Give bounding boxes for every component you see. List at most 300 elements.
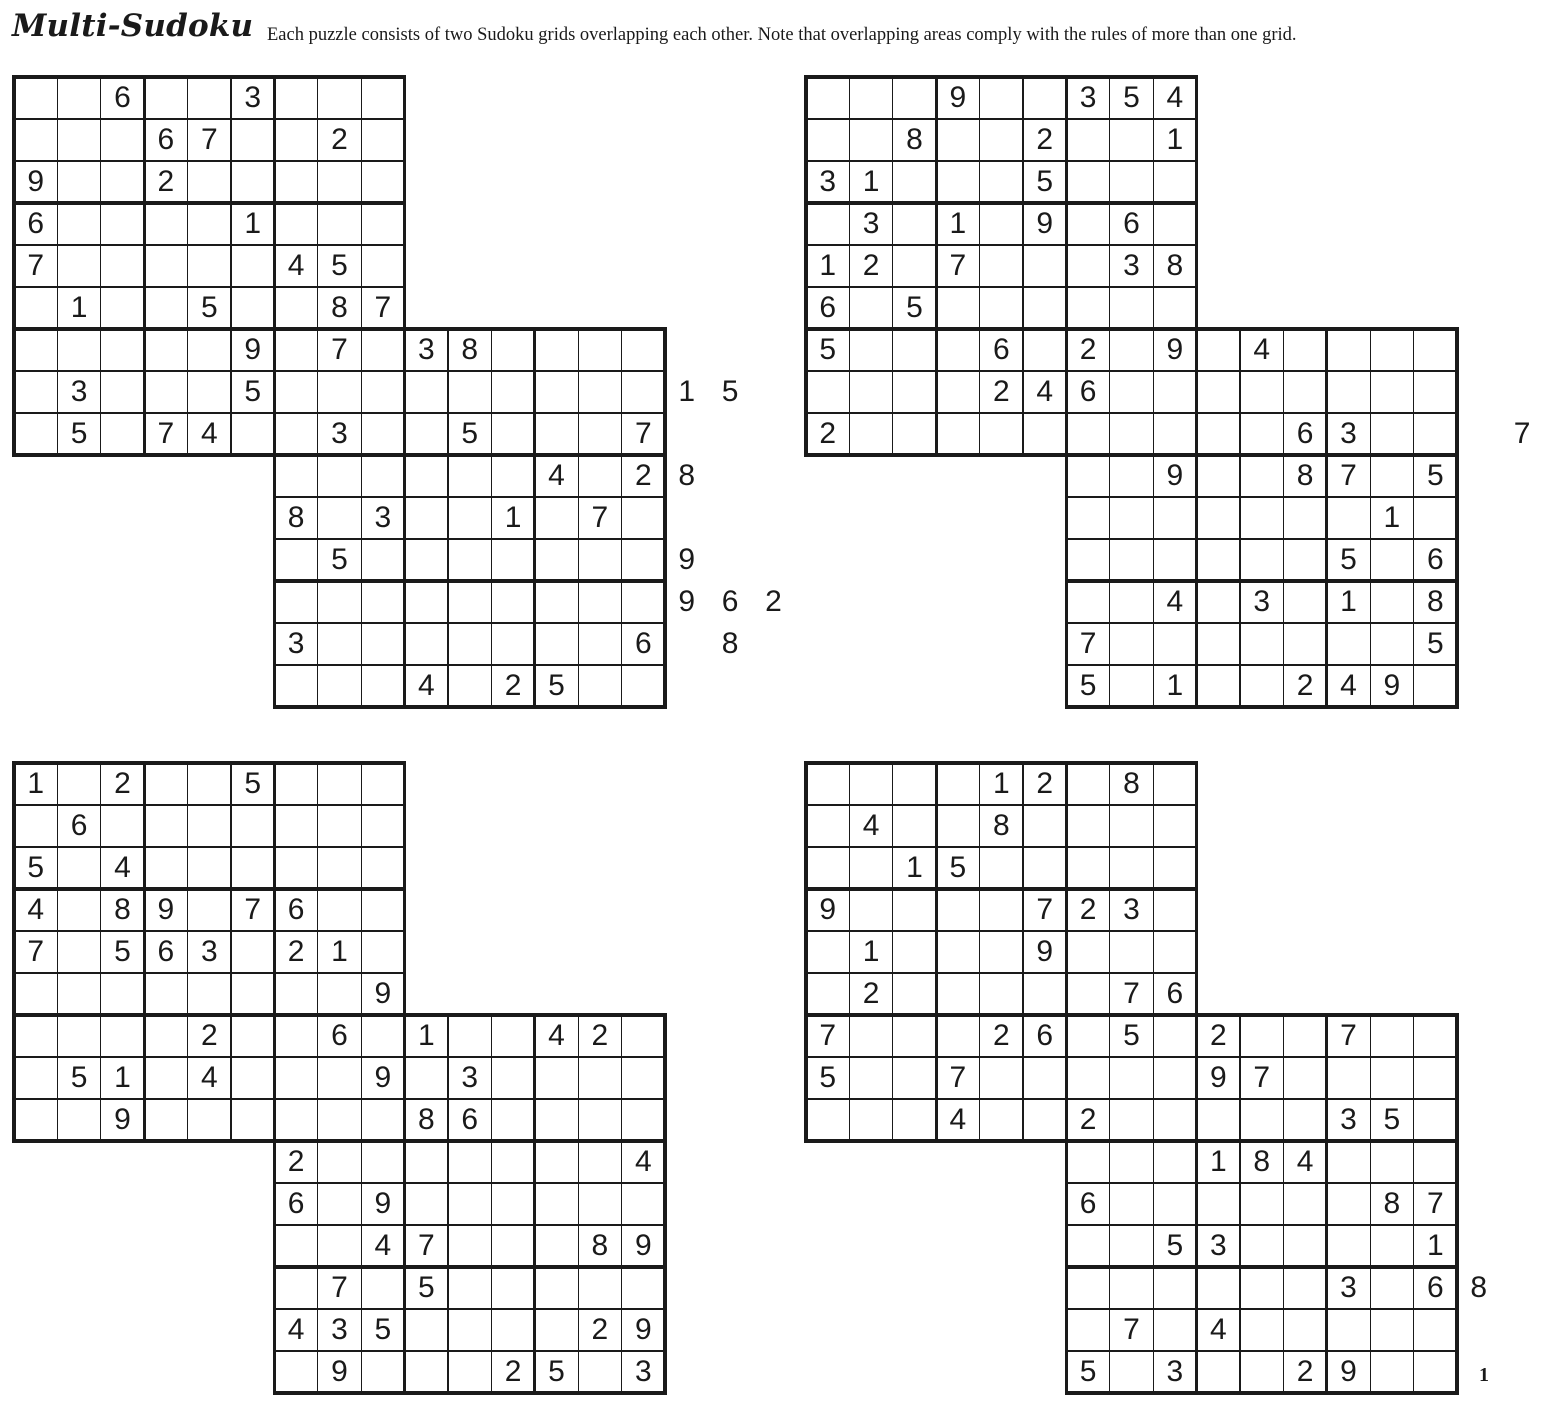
sudoku-cell-empty[interactable] [1327, 1225, 1370, 1267]
sudoku-cell-empty[interactable] [1023, 1099, 1066, 1141]
sudoku-cell-empty[interactable] [144, 77, 187, 119]
sudoku-cell-empty[interactable] [1370, 1225, 1413, 1267]
sudoku-cell-empty[interactable] [144, 203, 187, 245]
sudoku-cell-given[interactable]: 3 [287, 627, 305, 660]
sudoku-cell-empty[interactable] [448, 371, 491, 413]
sudoku-cell-given[interactable]: 6 [1079, 1187, 1097, 1220]
sudoku-cell-given[interactable]: 2 [157, 165, 175, 198]
sudoku-cell-empty[interactable] [57, 973, 100, 1015]
sudoku-cell-empty[interactable] [1283, 1309, 1326, 1351]
sudoku-cell-empty[interactable] [361, 413, 404, 455]
sudoku-cell-empty[interactable] [980, 287, 1023, 329]
sudoku-cell-empty[interactable] [1153, 889, 1196, 931]
sudoku-cell-empty[interactable] [101, 413, 144, 455]
sudoku-cell-empty[interactable] [535, 581, 578, 623]
sudoku-cell-given[interactable]: 5 [200, 291, 218, 324]
sudoku-cell-empty[interactable] [980, 1057, 1023, 1099]
sudoku-cell-given[interactable]: 4 [287, 1313, 305, 1346]
sudoku-cell-empty[interactable] [274, 665, 317, 707]
sudoku-cell-empty[interactable] [448, 1267, 491, 1309]
sudoku-cell-given[interactable]: 4 [200, 417, 218, 450]
sudoku-cell-empty[interactable] [274, 329, 317, 371]
sudoku-cell-empty[interactable] [980, 119, 1023, 161]
sudoku-cell-empty[interactable] [491, 1309, 534, 1351]
sudoku-cell-given[interactable]: 5 [1123, 1019, 1140, 1052]
sudoku-cell-empty[interactable] [1457, 329, 1500, 371]
sudoku-cell-empty[interactable] [1370, 539, 1413, 581]
sudoku-cell-empty[interactable] [448, 665, 491, 707]
sudoku-cell-empty[interactable] [1197, 455, 1240, 497]
sudoku-cell-given[interactable]: 9 [678, 585, 696, 618]
sudoku-cell-empty[interactable] [1327, 1141, 1370, 1183]
sudoku-cell-empty[interactable] [1370, 1015, 1413, 1057]
sudoku-cell-given[interactable]: 2 [862, 977, 880, 1010]
sudoku-cell-empty[interactable] [1240, 497, 1283, 539]
sudoku-cell-empty[interactable] [318, 1057, 361, 1099]
sudoku-cell-empty[interactable] [274, 1057, 317, 1099]
sudoku-cell-empty[interactable] [849, 329, 892, 371]
sudoku-cell-empty[interactable] [57, 847, 100, 889]
sudoku-cell-given[interactable]: 2 [992, 1019, 1010, 1052]
sudoku-cell-empty[interactable] [274, 1099, 317, 1141]
sudoku-cell-empty[interactable] [1110, 847, 1153, 889]
sudoku-cell-empty[interactable] [1153, 847, 1196, 889]
sudoku-cell-empty[interactable] [893, 161, 936, 203]
sudoku-cell-given[interactable]: 9 [374, 1061, 392, 1094]
sudoku-cell-empty[interactable] [448, 539, 491, 581]
sudoku-cell-empty[interactable] [361, 1351, 404, 1393]
sudoku-cell-empty[interactable] [1283, 1057, 1326, 1099]
sudoku-cell-empty[interactable] [1283, 497, 1326, 539]
sudoku-cell-empty[interactable] [893, 931, 936, 973]
sudoku-cell-empty[interactable] [1283, 1267, 1326, 1309]
sudoku-cell-given[interactable]: 9 [949, 81, 967, 114]
sudoku-cell-given[interactable]: 8 [591, 1229, 609, 1262]
sudoku-cell-empty[interactable] [1327, 497, 1370, 539]
sudoku-cell-given[interactable]: 8 [906, 123, 923, 156]
sudoku-cell-empty[interactable] [578, 1099, 621, 1141]
sudoku-cell-empty[interactable] [57, 161, 100, 203]
sudoku-cell-empty[interactable] [1197, 1183, 1240, 1225]
sudoku-cell-empty[interactable] [274, 413, 317, 455]
sudoku-cell-given[interactable]: 6 [1296, 417, 1314, 450]
sudoku-cell-empty[interactable] [231, 119, 274, 161]
sudoku-cell-empty[interactable] [1500, 371, 1543, 413]
sudoku-cell-empty[interactable] [1370, 455, 1413, 497]
sudoku-cell-given[interactable]: 3 [244, 81, 262, 114]
sudoku-cell-empty[interactable] [1197, 1267, 1240, 1309]
sudoku-cell-given[interactable]: 6 [1079, 375, 1097, 408]
sudoku-cell-empty[interactable] [936, 931, 979, 973]
sudoku-cell-empty[interactable] [535, 371, 578, 413]
sudoku-cell-empty[interactable] [361, 329, 404, 371]
sudoku-cell-given[interactable]: 5 [27, 851, 45, 884]
sudoku-cell-given[interactable]: 3 [200, 935, 218, 968]
sudoku-cell-given[interactable]: 1 [678, 375, 696, 408]
sudoku-cell-given[interactable]: 7 [1513, 417, 1531, 450]
sudoku-cell-given[interactable]: 5 [1079, 1355, 1097, 1388]
sudoku-cell-empty[interactable] [578, 329, 621, 371]
sudoku-cell-empty[interactable] [101, 371, 144, 413]
sudoku-cell-empty[interactable] [578, 413, 621, 455]
sudoku-cell-given[interactable]: 9 [27, 165, 45, 198]
sudoku-cell-empty[interactable] [491, 1015, 534, 1057]
sudoku-cell-given[interactable]: 4 [374, 1229, 392, 1262]
sudoku-cell-empty[interactable] [1110, 161, 1153, 203]
sudoku-cell-given[interactable]: 2 [765, 585, 782, 618]
sudoku-cell-empty[interactable] [1066, 847, 1109, 889]
sudoku-cell-empty[interactable] [1240, 1225, 1283, 1267]
sudoku-cell-empty[interactable] [1327, 1057, 1370, 1099]
sudoku-cell-given[interactable]: 2 [287, 935, 305, 968]
sudoku-cell-given[interactable]: 9 [374, 1187, 392, 1220]
sudoku-cell-given[interactable]: 7 [157, 417, 175, 450]
sudoku-cell-empty[interactable] [622, 497, 665, 539]
sudoku-cell-empty[interactable] [535, 1183, 578, 1225]
sudoku-cell-empty[interactable] [1110, 1141, 1153, 1183]
sudoku-cell-empty[interactable] [1110, 329, 1153, 371]
sudoku-cell-given[interactable]: 5 [70, 417, 88, 450]
sudoku-cell-empty[interactable] [1110, 1225, 1153, 1267]
sudoku-cell-given[interactable]: 1 [1166, 669, 1184, 702]
sudoku-cell-empty[interactable] [893, 329, 936, 371]
sudoku-cell-given[interactable]: 1 [1340, 585, 1357, 618]
sudoku-cell-empty[interactable] [318, 763, 361, 805]
sudoku-cell-empty[interactable] [806, 763, 849, 805]
sudoku-cell-given[interactable]: 9 [1340, 1355, 1357, 1388]
sudoku-cell-empty[interactable] [491, 371, 534, 413]
sudoku-cell-empty[interactable] [1240, 665, 1283, 707]
sudoku-cell-given[interactable]: 8 [1426, 585, 1444, 618]
sudoku-cell-empty[interactable] [188, 889, 231, 931]
sudoku-cell-empty[interactable] [144, 1015, 187, 1057]
sudoku-cell-empty[interactable] [318, 371, 361, 413]
sudoku-cell-empty[interactable] [1110, 1267, 1153, 1309]
sudoku-cell-given[interactable]: 9 [1209, 1061, 1227, 1094]
sudoku-cell-empty[interactable] [806, 119, 849, 161]
sudoku-cell-empty[interactable] [491, 413, 534, 455]
sudoku-cell-empty[interactable] [14, 329, 57, 371]
sudoku-cell-empty[interactable] [318, 847, 361, 889]
sudoku-cell-empty[interactable] [535, 413, 578, 455]
sudoku-cell-given[interactable]: 8 [992, 809, 1010, 842]
sudoku-cell-given[interactable]: 7 [331, 333, 348, 366]
sudoku-cell-empty[interactable] [1153, 623, 1196, 665]
sudoku-cell-empty[interactable] [14, 287, 57, 329]
sudoku-cell-given[interactable]: 3 [1123, 249, 1140, 282]
sudoku-cell-empty[interactable] [491, 1183, 534, 1225]
sudoku-cell-given[interactable]: 3 [1340, 1271, 1357, 1304]
sudoku-cell-empty[interactable] [14, 371, 57, 413]
sudoku-cell-empty[interactable] [1283, 539, 1326, 581]
sudoku-cell-given[interactable]: 9 [634, 1313, 652, 1346]
sudoku-cell-given[interactable]: 8 [1296, 459, 1314, 492]
sudoku-cell-empty[interactable] [980, 889, 1023, 931]
sudoku-cell-empty[interactable] [1197, 413, 1240, 455]
sudoku-cell-given[interactable]: 3 [331, 417, 348, 450]
sudoku-cell-empty[interactable] [274, 77, 317, 119]
sudoku-cell-given[interactable]: 4 [949, 1103, 967, 1136]
sudoku-cell-empty[interactable] [231, 413, 274, 455]
sudoku-cell-empty[interactable] [274, 161, 317, 203]
sudoku-cell-empty[interactable] [1240, 1309, 1283, 1351]
sudoku-cell-empty[interactable] [708, 329, 751, 371]
sudoku-cell-empty[interactable] [1370, 371, 1413, 413]
sudoku-cell-empty[interactable] [980, 847, 1023, 889]
sudoku-cell-empty[interactable] [318, 1183, 361, 1225]
sudoku-cell-empty[interactable] [1153, 1141, 1196, 1183]
sudoku-cell-given[interactable]: 5 [1426, 459, 1444, 492]
sudoku-cell-given[interactable]: 2 [331, 123, 348, 156]
sudoku-cell-given[interactable]: 7 [1123, 977, 1140, 1010]
sudoku-cell-given[interactable]: 2 [1036, 123, 1054, 156]
sudoku-cell-empty[interactable] [980, 203, 1023, 245]
sudoku-cell-empty[interactable] [491, 1057, 534, 1099]
sudoku-cell-empty[interactable] [274, 763, 317, 805]
sudoku-cell-empty[interactable] [893, 371, 936, 413]
sudoku-cell-empty[interactable] [491, 1099, 534, 1141]
sudoku-cell-empty[interactable] [1414, 371, 1457, 413]
sudoku-cell-given[interactable]: 6 [1036, 1019, 1054, 1052]
sudoku-cell-empty[interactable] [752, 497, 795, 539]
sudoku-cell-empty[interactable] [491, 329, 534, 371]
sudoku-cell-empty[interactable] [578, 1351, 621, 1393]
sudoku-cell-given[interactable]: 9 [1036, 207, 1054, 240]
sudoku-cell-given[interactable]: 7 [949, 1061, 967, 1094]
sudoku-cell-given[interactable]: 8 [461, 333, 479, 366]
sudoku-cell-given[interactable]: 7 [374, 291, 392, 324]
sudoku-cell-given[interactable]: 1 [114, 1061, 131, 1094]
sudoku-cell-empty[interactable] [1283, 1099, 1326, 1141]
sudoku-cell-empty[interactable] [1197, 539, 1240, 581]
sudoku-cell-empty[interactable] [57, 329, 100, 371]
sudoku-cell-empty[interactable] [1110, 287, 1153, 329]
sudoku-cell-empty[interactable] [274, 119, 317, 161]
sudoku-cell-given[interactable]: 7 [1036, 893, 1054, 926]
sudoku-cell-empty[interactable] [1153, 539, 1196, 581]
sudoku-cell-given[interactable]: 6 [287, 893, 305, 926]
sudoku-cell-empty[interactable] [1110, 371, 1153, 413]
sudoku-cell-given[interactable]: 5 [1036, 165, 1054, 198]
sudoku-cell-empty[interactable] [1197, 665, 1240, 707]
sudoku-cell-empty[interactable] [318, 497, 361, 539]
sudoku-cell-empty[interactable] [1066, 1057, 1109, 1099]
sudoku-cell-empty[interactable] [405, 455, 448, 497]
sudoku-cell-empty[interactable] [665, 623, 708, 665]
sudoku-cell-empty[interactable] [806, 371, 849, 413]
sudoku-cell-empty[interactable] [535, 1057, 578, 1099]
sudoku-cell-empty[interactable] [231, 847, 274, 889]
sudoku-cell-given[interactable]: 5 [1079, 669, 1097, 702]
sudoku-cell-empty[interactable] [1240, 623, 1283, 665]
sudoku-cell-given[interactable]: 4 [1209, 1313, 1227, 1346]
sudoku-cell-empty[interactable] [535, 497, 578, 539]
sudoku-cell-given[interactable]: 7 [331, 1271, 348, 1304]
sudoku-cell-given[interactable]: 9 [1166, 333, 1184, 366]
sudoku-cell-empty[interactable] [893, 805, 936, 847]
sudoku-cell-empty[interactable] [665, 665, 708, 707]
sudoku-cell-empty[interactable] [849, 1015, 892, 1057]
sudoku-cell-empty[interactable] [274, 1225, 317, 1267]
sudoku-cell-empty[interactable] [14, 119, 57, 161]
sudoku-cell-given[interactable]: 5 [1166, 1229, 1184, 1262]
sudoku-cell-empty[interactable] [188, 203, 231, 245]
sudoku-cell-empty[interactable] [144, 847, 187, 889]
sudoku-cell-empty[interactable] [405, 623, 448, 665]
sudoku-cell-empty[interactable] [448, 1183, 491, 1225]
sudoku-cell-given[interactable]: 8 [1383, 1187, 1401, 1220]
sudoku-cell-empty[interactable] [1197, 1351, 1240, 1393]
sudoku-cell-empty[interactable] [231, 287, 274, 329]
sudoku-cell-empty[interactable] [893, 1015, 936, 1057]
sudoku-cell-empty[interactable] [893, 77, 936, 119]
sudoku-cell-given[interactable]: 4 [417, 669, 435, 702]
sudoku-cell-given[interactable]: 1 [862, 935, 880, 968]
sudoku-cell-empty[interactable] [708, 1057, 751, 1099]
sudoku-cell-empty[interactable] [665, 1099, 708, 1141]
sudoku-cell-empty[interactable] [1283, 1183, 1326, 1225]
sudoku-cell-given[interactable]: 4 [1166, 585, 1184, 618]
sudoku-cell-given[interactable]: 2 [114, 767, 131, 800]
sudoku-cell-empty[interactable] [1066, 455, 1109, 497]
sudoku-cell-empty[interactable] [448, 1351, 491, 1393]
sudoku-cell-given[interactable]: 5 [721, 375, 739, 408]
sudoku-cell-empty[interactable] [806, 77, 849, 119]
sudoku-cell-empty[interactable] [936, 805, 979, 847]
sudoku-cell-empty[interactable] [1327, 1183, 1370, 1225]
sudoku-cell-empty[interactable] [405, 1141, 448, 1183]
sudoku-cell-empty[interactable] [578, 1057, 621, 1099]
sudoku-cell-empty[interactable] [1457, 1057, 1500, 1099]
sudoku-cell-empty[interactable] [405, 1057, 448, 1099]
sudoku-cell-empty[interactable] [936, 161, 979, 203]
sudoku-cell-given[interactable]: 6 [1426, 1271, 1444, 1304]
sudoku-cell-empty[interactable] [448, 581, 491, 623]
sudoku-cell-given[interactable]: 6 [461, 1103, 479, 1136]
sudoku-cell-empty[interactable] [144, 245, 187, 287]
sudoku-cell-empty[interactable] [1240, 1351, 1283, 1393]
sudoku-cell-empty[interactable] [361, 889, 404, 931]
sudoku-cell-given[interactable]: 8 [1166, 249, 1184, 282]
sudoku-cell-empty[interactable] [231, 805, 274, 847]
sudoku-cell-empty[interactable] [936, 287, 979, 329]
sudoku-cell-empty[interactable] [893, 889, 936, 931]
sudoku-cell-given[interactable]: 4 [862, 809, 880, 842]
sudoku-cell-empty[interactable] [361, 847, 404, 889]
sudoku-cell-empty[interactable] [622, 329, 665, 371]
sudoku-cell-given[interactable]: 3 [634, 1355, 652, 1388]
sudoku-cell-empty[interactable] [188, 1099, 231, 1141]
sudoku-cell-empty[interactable] [448, 455, 491, 497]
sudoku-cell-given[interactable]: 2 [634, 459, 652, 492]
sudoku-cell-empty[interactable] [936, 1015, 979, 1057]
sudoku-cell-given[interactable]: 8 [287, 501, 305, 534]
sudoku-cell-empty[interactable] [361, 763, 404, 805]
sudoku-cell-empty[interactable] [1414, 1015, 1457, 1057]
sudoku-cell-empty[interactable] [1153, 763, 1196, 805]
sudoku-cell-empty[interactable] [622, 581, 665, 623]
sudoku-cell-given[interactable]: 1 [992, 767, 1010, 800]
sudoku-cell-empty[interactable] [1066, 1015, 1109, 1057]
sudoku-cell-given[interactable]: 7 [1123, 1313, 1140, 1346]
sudoku-cell-given[interactable]: 2 [1079, 1103, 1097, 1136]
sudoku-cell-empty[interactable] [1066, 931, 1109, 973]
sudoku-cell-empty[interactable] [578, 623, 621, 665]
sudoku-cell-empty[interactable] [849, 119, 892, 161]
sudoku-cell-given[interactable]: 4 [548, 1019, 565, 1052]
sudoku-cell-empty[interactable] [1023, 245, 1066, 287]
sudoku-cell-empty[interactable] [1066, 1225, 1109, 1267]
sudoku-cell-given[interactable]: 1 [27, 767, 45, 800]
sudoku-cell-empty[interactable] [1110, 413, 1153, 455]
sudoku-cell-empty[interactable] [1110, 1057, 1153, 1099]
sudoku-cell-empty[interactable] [622, 371, 665, 413]
sudoku-cell-empty[interactable] [1110, 539, 1153, 581]
sudoku-cell-empty[interactable] [806, 973, 849, 1015]
sudoku-cell-given[interactable]: 9 [114, 1103, 131, 1136]
sudoku-cell-given[interactable]: 5 [548, 669, 565, 702]
sudoku-cell-empty[interactable] [1414, 1309, 1457, 1351]
sudoku-cell-empty[interactable] [274, 455, 317, 497]
sudoku-cell-given[interactable]: 6 [331, 1019, 348, 1052]
sudoku-cell-given[interactable]: 4 [548, 459, 565, 492]
sudoku-cell-empty[interactable] [1500, 1015, 1543, 1057]
sudoku-cell-empty[interactable] [318, 161, 361, 203]
sudoku-cell-empty[interactable] [361, 1141, 404, 1183]
sudoku-cell-empty[interactable] [578, 665, 621, 707]
sudoku-cell-empty[interactable] [1370, 623, 1413, 665]
sudoku-cell-empty[interactable] [318, 581, 361, 623]
sudoku-cell-given[interactable]: 2 [1036, 767, 1054, 800]
sudoku-cell-empty[interactable] [936, 329, 979, 371]
sudoku-cell-given[interactable]: 5 [244, 767, 262, 800]
sudoku-cell-empty[interactable] [1066, 119, 1109, 161]
sudoku-cell-empty[interactable] [622, 1015, 665, 1057]
sudoku-cell-empty[interactable] [535, 1225, 578, 1267]
sudoku-cell-given[interactable]: 7 [200, 123, 218, 156]
sudoku-cell-given[interactable]: 3 [1340, 1103, 1357, 1136]
sudoku-cell-empty[interactable] [849, 1057, 892, 1099]
sudoku-cell-given[interactable]: 3 [1166, 1355, 1184, 1388]
sudoku-cell-empty[interactable] [318, 805, 361, 847]
sudoku-cell-empty[interactable] [14, 805, 57, 847]
sudoku-cell-empty[interactable] [1110, 805, 1153, 847]
sudoku-cell-empty[interactable] [1110, 455, 1153, 497]
sudoku-cell-given[interactable]: 7 [27, 935, 45, 968]
sudoku-cell-empty[interactable] [1066, 973, 1109, 1015]
sudoku-cell-empty[interactable] [708, 497, 751, 539]
sudoku-cell-given[interactable]: 5 [548, 1355, 565, 1388]
sudoku-cell-empty[interactable] [1153, 931, 1196, 973]
sudoku-cell-given[interactable]: 5 [906, 291, 923, 324]
sudoku-cell-empty[interactable] [57, 931, 100, 973]
sudoku-cell-given[interactable]: 2 [1296, 669, 1314, 702]
sudoku-cell-empty[interactable] [980, 973, 1023, 1015]
sudoku-cell-empty[interactable] [491, 623, 534, 665]
sudoku-cell-empty[interactable] [980, 161, 1023, 203]
sudoku-cell-empty[interactable] [144, 329, 187, 371]
sudoku-cell-given[interactable]: 1 [1426, 1229, 1444, 1262]
sudoku-cell-given[interactable]: 4 [1340, 669, 1357, 702]
sudoku-cell-given[interactable]: 6 [27, 207, 45, 240]
sudoku-cell-empty[interactable] [1283, 1225, 1326, 1267]
sudoku-cell-empty[interactable] [361, 581, 404, 623]
sudoku-cell-empty[interactable] [1110, 931, 1153, 973]
sudoku-cell-given[interactable]: 3 [1123, 893, 1140, 926]
sudoku-cell-given[interactable]: 8 [721, 627, 739, 660]
sudoku-cell-empty[interactable] [188, 847, 231, 889]
sudoku-cell-empty[interactable] [318, 203, 361, 245]
